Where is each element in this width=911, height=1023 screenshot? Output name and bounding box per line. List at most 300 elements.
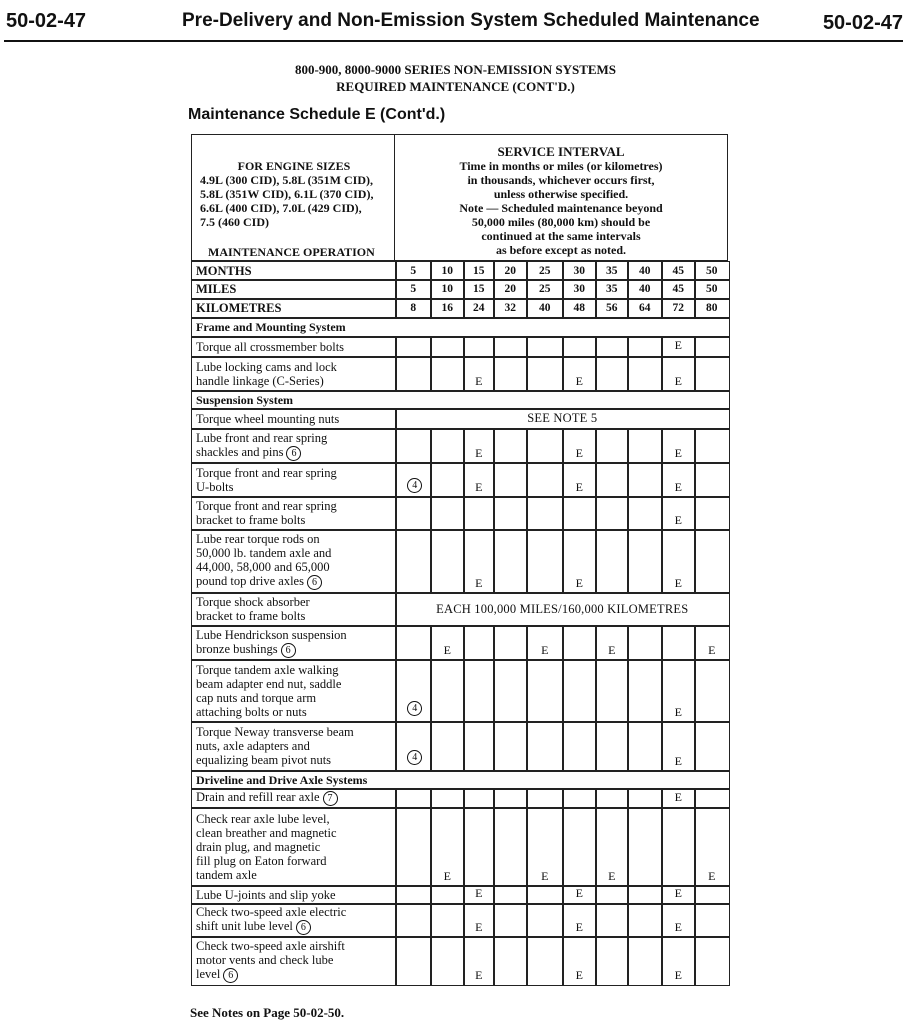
interval-value: 45 xyxy=(661,279,696,300)
operation-text xyxy=(196,595,310,623)
section-header: Suspension System xyxy=(191,390,730,410)
interval-value: 32 xyxy=(493,298,528,319)
operation-line: Lube locking cams and lock xyxy=(196,359,337,374)
maintenance-operation xyxy=(191,903,397,938)
interval-mark xyxy=(430,529,465,594)
operation-text xyxy=(196,812,337,882)
interval-mark xyxy=(661,462,696,498)
interval-mark xyxy=(661,336,696,358)
operation-line: motor vents and check lube xyxy=(196,952,334,967)
section-header: Frame and Mounting System xyxy=(191,317,730,338)
interval-value: 30 xyxy=(562,261,597,281)
interval-mark xyxy=(562,625,597,661)
interval-mark xyxy=(562,659,597,723)
interval-mark xyxy=(430,625,465,661)
interval-mark xyxy=(463,496,495,531)
interval-mark xyxy=(595,625,629,661)
interval-value: 50 xyxy=(694,261,730,281)
interval-mark xyxy=(627,625,663,661)
service-marker: E xyxy=(674,919,682,934)
service-marker: E xyxy=(674,338,682,353)
interval-mark xyxy=(463,625,495,661)
service-interval-line: Note — Scheduled maintenance beyond xyxy=(459,201,663,215)
interval-mark xyxy=(627,462,663,498)
interval-mark xyxy=(430,903,465,938)
note-reference-circle: 6 xyxy=(223,968,238,983)
interval-value: 40 xyxy=(526,298,564,319)
service-marker: E xyxy=(674,445,682,460)
section-header: Driveline and Drive Axle Systems xyxy=(191,770,730,790)
interval-mark xyxy=(493,496,528,531)
interval-mark xyxy=(395,428,432,464)
operation-line: Drain and refill rear axle 7 xyxy=(196,790,338,806)
interval-mark xyxy=(430,659,465,723)
maintenance-operation xyxy=(191,788,397,809)
interval-mark xyxy=(562,936,597,986)
interval-value: 56 xyxy=(595,298,629,319)
service-marker: E xyxy=(674,512,682,527)
interval-mark xyxy=(463,428,495,464)
maintenance-operation xyxy=(191,721,397,772)
interval-mark xyxy=(661,885,696,905)
page-number-right: 50-02-47 xyxy=(822,12,903,34)
page-number-left: 50-02-47 xyxy=(6,10,87,32)
service-marker: E xyxy=(475,479,483,494)
maintenance-operation xyxy=(191,625,397,661)
operation-line: bronze bushings 6 xyxy=(196,642,347,658)
service-marker: E xyxy=(575,886,583,901)
interval-mark xyxy=(595,428,629,464)
interval-mark xyxy=(526,788,564,809)
unit-label: KILOMETRES xyxy=(191,298,397,319)
operation-line: handle linkage (C-Series) xyxy=(196,373,324,388)
interval-mark xyxy=(562,788,597,809)
interval-mark xyxy=(627,529,663,594)
maintenance-operation xyxy=(191,659,397,723)
operation-line: bracket to frame bolts xyxy=(196,513,306,528)
interval-mark xyxy=(694,903,730,938)
interval-mark xyxy=(493,529,528,594)
service-marker: E xyxy=(708,642,716,657)
interval-mark xyxy=(395,721,432,772)
operation-line: clean breather and magnetic xyxy=(196,825,337,840)
maintenance-operation xyxy=(191,336,397,358)
note-reference-circle: 6 xyxy=(281,643,296,658)
interval-mark xyxy=(694,788,730,809)
series-title: 800-900, 8000-9000 SERIES NON-EMISSION SYSTEMS xyxy=(294,62,617,77)
interval-mark xyxy=(463,529,495,594)
operation-text xyxy=(196,360,337,388)
interval-mark xyxy=(430,721,465,772)
interval-mark xyxy=(493,356,528,392)
interval-mark xyxy=(493,625,528,661)
interval-mark xyxy=(430,885,465,905)
series-subtitle: REQUIRED MAINTENANCE (CONT'D.) xyxy=(336,79,575,94)
interval-mark xyxy=(562,721,597,772)
interval-value: 48 xyxy=(562,298,597,319)
interval-mark xyxy=(627,788,663,809)
interval-mark xyxy=(526,903,564,938)
interval-value: 64 xyxy=(627,298,663,319)
interval-mark xyxy=(463,336,495,358)
operation-line: shackles and pins 6 xyxy=(196,445,327,461)
operation-text xyxy=(196,888,336,902)
interval-mark xyxy=(694,659,730,723)
interval-mark xyxy=(595,462,629,498)
interval-note: EACH 100,000 MILES/160,000 KILOMETRES xyxy=(395,592,730,627)
interval-mark xyxy=(430,428,465,464)
interval-mark xyxy=(526,462,564,498)
operation-text xyxy=(196,905,346,935)
interval-mark xyxy=(661,529,696,594)
interval-value: 15 xyxy=(463,261,495,281)
engine-size-line: 5.8L (351W CID), 6.1L (370 CID), xyxy=(200,187,374,201)
interval-mark xyxy=(661,428,696,464)
interval-value: 20 xyxy=(493,261,528,281)
maintenance-operation xyxy=(191,356,397,392)
note-reference-circle: 4 xyxy=(407,701,422,716)
interval-mark xyxy=(430,462,465,498)
interval-value: 5 xyxy=(395,279,432,300)
interval-value: 40 xyxy=(627,261,663,281)
header-rule xyxy=(4,40,903,42)
interval-mark xyxy=(627,336,663,358)
interval-mark xyxy=(395,496,432,531)
interval-mark xyxy=(526,885,564,905)
interval-mark xyxy=(661,936,696,986)
interval-mark xyxy=(493,788,528,809)
interval-mark xyxy=(395,356,432,392)
service-interval-line: unless otherwise specified. xyxy=(493,187,629,201)
operation-text xyxy=(196,431,327,461)
interval-value: 50 xyxy=(694,279,730,300)
service-marker: E xyxy=(475,886,483,901)
interval-mark xyxy=(463,356,495,392)
operation-line: equalizing beam pivot nuts xyxy=(196,753,332,768)
service-marker: E xyxy=(475,967,483,982)
service-marker: E xyxy=(608,642,616,657)
service-marker: E xyxy=(475,445,483,460)
operation-text xyxy=(196,790,338,806)
operation-line: nuts, axle adapters and xyxy=(196,739,310,754)
service-marker: E xyxy=(674,753,682,768)
interval-mark xyxy=(463,788,495,809)
service-marker: E xyxy=(674,704,682,719)
interval-mark xyxy=(395,903,432,938)
service-marker: E xyxy=(575,445,583,460)
interval-mark xyxy=(627,496,663,531)
interval-mark xyxy=(661,903,696,938)
interval-mark xyxy=(627,903,663,938)
interval-mark xyxy=(430,356,465,392)
service-marker: E xyxy=(674,373,682,388)
operation-text xyxy=(196,532,331,590)
interval-value: 30 xyxy=(562,279,597,300)
interval-mark xyxy=(694,529,730,594)
interval-value: 10 xyxy=(430,279,465,300)
interval-mark xyxy=(395,529,432,594)
interval-mark xyxy=(595,903,629,938)
operation-text xyxy=(196,499,337,527)
interval-mark xyxy=(694,936,730,986)
service-marker: E xyxy=(575,373,583,388)
service-marker: E xyxy=(674,886,682,901)
interval-mark xyxy=(430,336,465,358)
engine-sizes-header xyxy=(191,134,395,261)
service-marker: E xyxy=(608,868,616,883)
service-marker: E xyxy=(674,575,682,590)
interval-mark xyxy=(493,659,528,723)
interval-mark xyxy=(395,936,432,986)
operation-line: 44,000, 58,000 and 65,000 xyxy=(196,560,330,575)
interval-mark xyxy=(395,625,432,661)
interval-mark xyxy=(595,496,629,531)
operation-line: Torque wheel mounting nuts xyxy=(196,411,340,426)
service-marker: E xyxy=(575,967,583,982)
service-marker: E xyxy=(443,642,451,657)
service-interval-line: 50,000 miles (80,000 km) should be xyxy=(471,215,651,229)
interval-value: 35 xyxy=(595,261,629,281)
operation-line: Torque shock absorber xyxy=(196,595,310,610)
interval-mark xyxy=(463,659,495,723)
maintenance-schedule-table xyxy=(191,134,728,982)
maintenance-operation xyxy=(191,462,397,498)
service-marker: E xyxy=(541,642,549,657)
engine-size-line: 7.5 (460 CID) xyxy=(200,215,269,229)
interval-mark xyxy=(493,885,528,905)
interval-mark xyxy=(395,788,432,809)
interval-mark xyxy=(661,721,696,772)
maintenance-operation xyxy=(191,936,397,986)
interval-mark xyxy=(526,336,564,358)
operation-line: level 6 xyxy=(196,967,345,983)
service-marker: E xyxy=(575,575,583,590)
operation-line: attaching bolts or nuts xyxy=(196,704,307,719)
engine-size-line: 4.9L (300 CID), 5.8L (351M CID), xyxy=(200,173,373,187)
operation-line: shift unit lube level 6 xyxy=(196,919,346,935)
unit-label: MONTHS xyxy=(191,261,397,281)
interval-mark xyxy=(627,885,663,905)
operation-line: Lube rear torque rods on xyxy=(196,532,320,547)
operation-line: Torque front and rear spring xyxy=(196,465,337,480)
interval-mark xyxy=(430,788,465,809)
interval-mark xyxy=(694,496,730,531)
service-interval-line: Time in months or miles (or kilometres) xyxy=(459,159,663,173)
schedule-title: Maintenance Schedule E (Cont'd.) xyxy=(188,106,446,123)
interval-value: 5 xyxy=(395,261,432,281)
operation-line: drain plug, and magnetic xyxy=(196,839,321,854)
interval-mark xyxy=(395,807,432,887)
operation-line: Torque front and rear spring xyxy=(196,499,337,514)
interval-value: 72 xyxy=(661,298,696,319)
interval-mark xyxy=(430,936,465,986)
operation-line: Lube Hendrickson suspension xyxy=(196,627,347,642)
service-interval-title: SERVICE INTERVAL xyxy=(497,144,625,159)
note-reference-circle: 6 xyxy=(307,575,322,590)
interval-mark xyxy=(562,807,597,887)
operation-line: Lube U-joints and slip yoke xyxy=(196,887,336,902)
interval-mark xyxy=(627,807,663,887)
footer-note: See Notes on Page 50-02-50. xyxy=(190,1005,345,1020)
operation-line: U-bolts xyxy=(196,479,234,494)
service-marker: E xyxy=(475,919,483,934)
operation-line: tandem axle xyxy=(196,867,257,882)
service-marker: E xyxy=(475,575,483,590)
page-title: Pre-Delivery and Non-Emission System Scheduled Maintenance xyxy=(182,10,760,31)
operation-line: cap nuts and torque arm xyxy=(196,690,317,705)
service-interval-line: in thousands, whichever occurs first, xyxy=(467,173,655,187)
operation-text xyxy=(196,340,344,354)
interval-mark xyxy=(661,659,696,723)
interval-value: 16 xyxy=(430,298,465,319)
interval-mark xyxy=(694,428,730,464)
interval-mark xyxy=(526,496,564,531)
maintenance-operation xyxy=(191,529,397,594)
interval-mark xyxy=(526,659,564,723)
service-marker: E xyxy=(475,373,483,388)
interval-mark xyxy=(526,428,564,464)
interval-mark xyxy=(562,885,597,905)
interval-mark xyxy=(526,625,564,661)
interval-mark xyxy=(595,356,629,392)
interval-mark xyxy=(694,356,730,392)
interval-mark xyxy=(627,356,663,392)
interval-mark xyxy=(562,903,597,938)
interval-mark xyxy=(395,462,432,498)
interval-mark xyxy=(526,721,564,772)
interval-mark xyxy=(493,336,528,358)
service-marker: E xyxy=(674,789,682,804)
interval-mark xyxy=(526,807,564,887)
service-marker: E xyxy=(708,868,716,883)
operation-line: Lube front and rear spring xyxy=(196,430,328,445)
interval-mark xyxy=(595,936,629,986)
interval-value: 24 xyxy=(463,298,495,319)
note-reference-circle: 6 xyxy=(296,920,311,935)
service-marker: E xyxy=(575,479,583,494)
interval-value: 10 xyxy=(430,261,465,281)
note-reference-circle: 4 xyxy=(407,478,422,493)
operation-text xyxy=(196,466,337,494)
service-marker: E xyxy=(575,919,583,934)
interval-mark xyxy=(463,807,495,887)
operation-line: Check rear axle lube level, xyxy=(196,811,330,826)
interval-mark xyxy=(562,428,597,464)
interval-mark xyxy=(694,625,730,661)
service-marker: E xyxy=(674,479,682,494)
interval-mark xyxy=(627,721,663,772)
interval-mark xyxy=(694,721,730,772)
interval-value: 25 xyxy=(526,279,564,300)
operation-line: Check two-speed axle electric xyxy=(196,905,347,920)
service-marker: E xyxy=(674,967,682,982)
maintenance-operation xyxy=(191,592,397,627)
interval-mark xyxy=(395,659,432,723)
interval-mark xyxy=(627,936,663,986)
interval-mark xyxy=(595,529,629,594)
interval-mark xyxy=(562,356,597,392)
operation-text xyxy=(196,939,345,983)
maintenance-operation xyxy=(191,885,397,905)
interval-mark xyxy=(562,529,597,594)
operation-line: Torque all crossmember bolts xyxy=(196,339,345,354)
interval-mark xyxy=(526,356,564,392)
interval-note: SEE NOTE 5 xyxy=(395,408,730,430)
interval-mark xyxy=(661,496,696,531)
interval-mark xyxy=(526,936,564,986)
maintenance-operation xyxy=(191,408,397,430)
operation-text xyxy=(196,628,347,658)
engine-sizes-title: FOR ENGINE SIZES xyxy=(237,159,351,173)
interval-mark xyxy=(595,336,629,358)
operation-text xyxy=(196,663,341,719)
operation-text xyxy=(196,725,354,767)
interval-mark xyxy=(595,885,629,905)
service-marker: E xyxy=(541,868,549,883)
interval-mark xyxy=(526,529,564,594)
operation-line: Check two-speed axle airshift xyxy=(196,938,345,953)
interval-mark xyxy=(463,903,495,938)
interval-mark xyxy=(595,807,629,887)
interval-mark xyxy=(493,936,528,986)
interval-mark xyxy=(595,788,629,809)
interval-value: 20 xyxy=(493,279,528,300)
interval-mark xyxy=(627,659,663,723)
interval-mark xyxy=(661,625,696,661)
interval-mark xyxy=(430,807,465,887)
interval-mark xyxy=(463,936,495,986)
interval-mark xyxy=(694,462,730,498)
operation-line: pound top drive axles 6 xyxy=(196,574,331,590)
interval-mark xyxy=(463,462,495,498)
service-interval-line: continued at the same intervals xyxy=(481,229,641,243)
interval-mark xyxy=(595,659,629,723)
operation-text xyxy=(196,412,339,426)
interval-mark xyxy=(395,336,432,358)
interval-mark xyxy=(595,721,629,772)
interval-mark xyxy=(562,496,597,531)
interval-value: 25 xyxy=(526,261,564,281)
maintenance-operation xyxy=(191,428,397,464)
interval-mark xyxy=(493,428,528,464)
service-interval-header xyxy=(394,134,728,261)
interval-mark xyxy=(694,885,730,905)
service-interval-line: as before except as noted. xyxy=(495,243,627,257)
interval-value: 35 xyxy=(595,279,629,300)
interval-value: 8 xyxy=(395,298,432,319)
interval-mark xyxy=(493,807,528,887)
interval-mark xyxy=(463,885,495,905)
engine-size-line: 6.6L (400 CID), 7.0L (429 CID), xyxy=(200,201,362,215)
interval-mark xyxy=(694,336,730,358)
maintenance-operation xyxy=(191,807,397,887)
note-reference-circle: 4 xyxy=(407,750,422,765)
interval-mark xyxy=(493,462,528,498)
note-reference-circle: 7 xyxy=(323,791,338,806)
operation-line: beam adapter end nut, saddle xyxy=(196,676,342,691)
interval-mark xyxy=(430,496,465,531)
interval-mark xyxy=(463,721,495,772)
interval-value: 45 xyxy=(661,261,696,281)
interval-mark xyxy=(694,807,730,887)
maintenance-operation xyxy=(191,496,397,531)
interval-mark xyxy=(562,462,597,498)
operation-line: Torque Neway transverse beam xyxy=(196,725,354,740)
interval-value: 15 xyxy=(463,279,495,300)
note-reference-circle: 6 xyxy=(286,446,301,461)
operation-line: 50,000 lb. tandem axle and xyxy=(196,546,332,561)
interval-mark xyxy=(493,903,528,938)
